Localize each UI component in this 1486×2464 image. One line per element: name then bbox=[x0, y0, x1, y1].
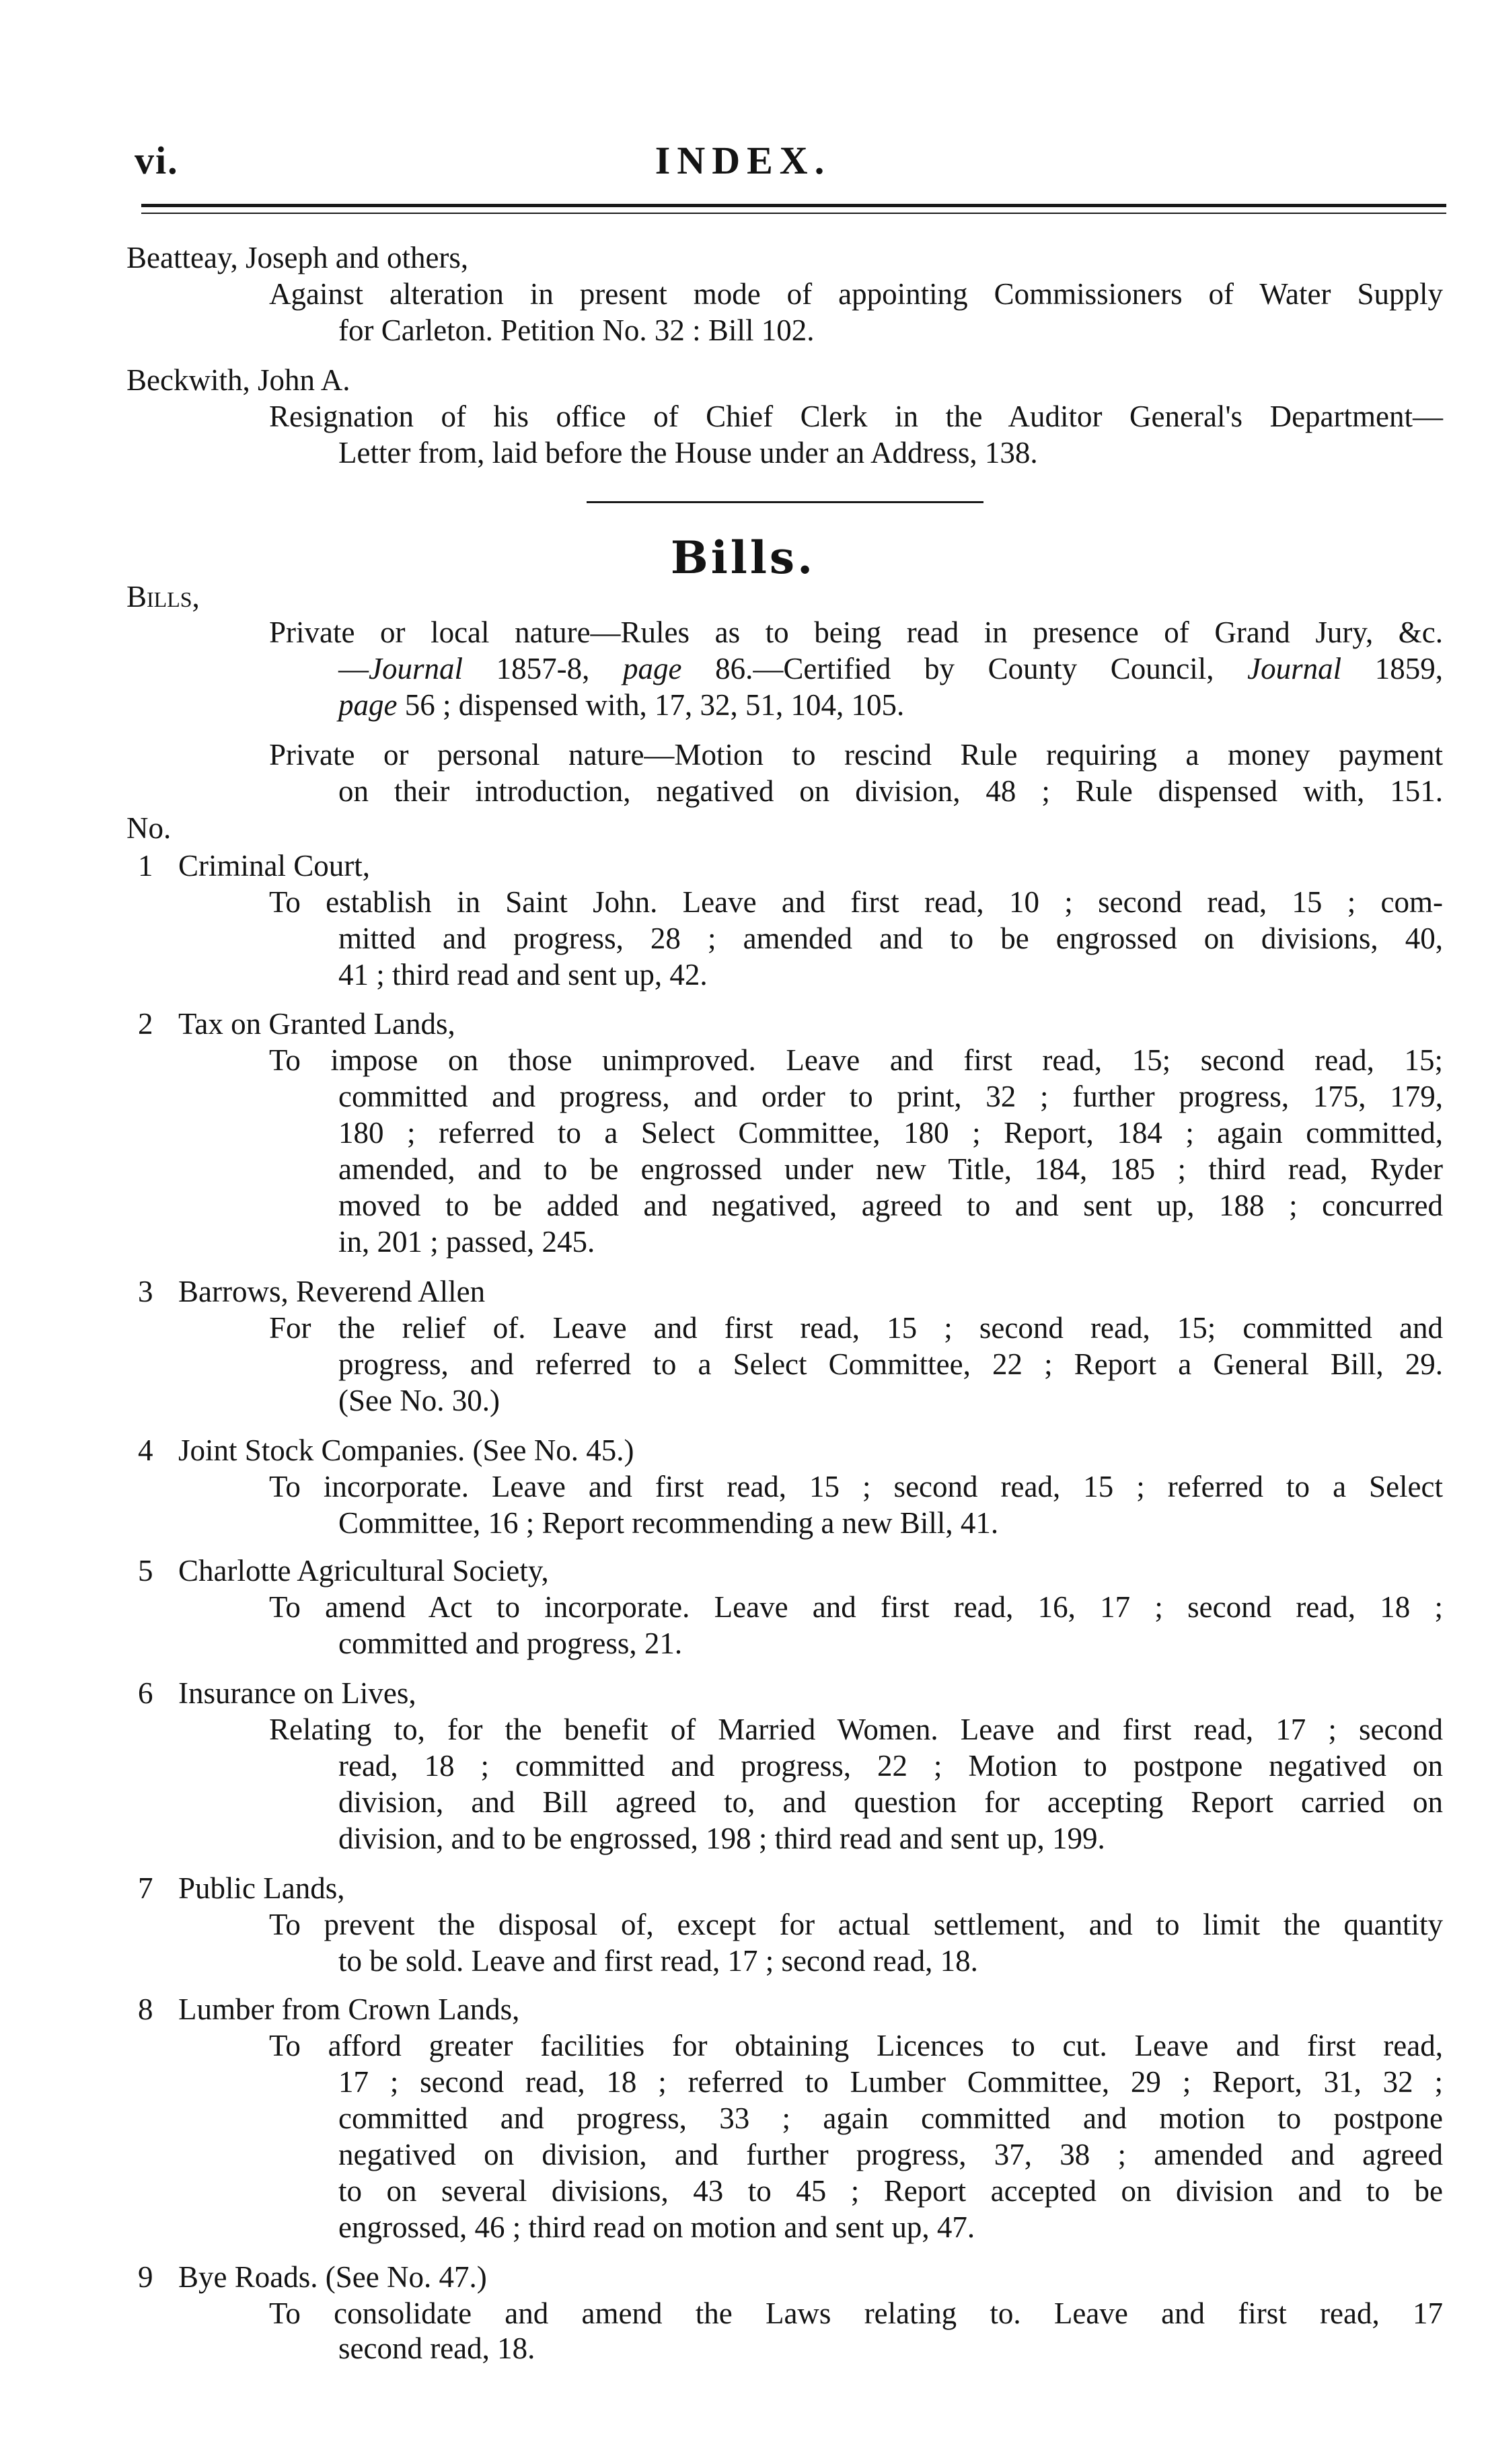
bill-line: 41 ; third read and sent up, 42. bbox=[338, 958, 708, 992]
bill-number: 6 bbox=[138, 1676, 153, 1710]
bill-line: To impose on those unimproved. Leave and first read, 15; second read, 15; bbox=[269, 1043, 1443, 1077]
bill-number: 3 bbox=[138, 1275, 153, 1308]
entry-line: Letter from, laid before the House under an Address, 138. bbox=[338, 436, 1038, 470]
running-title: INDEX. bbox=[655, 139, 831, 182]
rule-line: Private or local nature—Rules as to being read in presence of Grand Jury, &c. bbox=[269, 615, 1443, 649]
bill-line: division, and to be engrossed, 198 ; third read and sent up, 199. bbox=[338, 1822, 1105, 1855]
bill-line: 180 ; referred to a Select Committee, 180 ; Report, 184 ; again committed, bbox=[338, 1116, 1443, 1150]
header-rule-thick bbox=[141, 204, 1446, 207]
number-column-label: No. bbox=[126, 811, 172, 845]
bill-number: 4 bbox=[138, 1433, 153, 1467]
rule-line: —Journal 1857-8, page 86.—Certified by County Council, Journal 1859, bbox=[338, 652, 1444, 685]
bill-title: Barrows, Reverend Allen bbox=[178, 1275, 486, 1308]
bill-line: To amend Act to incorporate. Leave and first read, 16, 17 ; second read, 18 ; bbox=[269, 1590, 1443, 1624]
bill-title: Criminal Court, bbox=[178, 849, 370, 883]
bill-line: To establish in Saint John. Leave and first read, 10 ; second read, 15 ; com- bbox=[269, 885, 1443, 919]
bills-label: Bills, bbox=[126, 580, 200, 613]
page-number: vi. bbox=[135, 139, 179, 182]
bill-number: 7 bbox=[138, 1871, 153, 1905]
bill-number: 8 bbox=[138, 1992, 153, 2026]
bill-line: to on several divisions, 43 to 45 ; Report accepted on division and to be bbox=[338, 2174, 1443, 2208]
bill-title: Tax on Granted Lands, bbox=[178, 1007, 455, 1041]
bill-line: Committee, 16 ; Report recommending a new Bill, 41. bbox=[338, 1506, 999, 1540]
bill-line: mitted and progress, 28 ; amended and to be engrossed on divisions, 40, bbox=[338, 922, 1443, 955]
bill-line: moved to be added and negatived, agreed to and sent up, 188 ; concurred bbox=[338, 1189, 1443, 1222]
bill-line: in, 201 ; passed, 245. bbox=[338, 1225, 595, 1259]
bill-line: second read, 18. bbox=[338, 2331, 535, 2365]
rule-line: on their introduction, negatived on division, 48 ; Rule dispensed with, 151. bbox=[338, 774, 1443, 808]
bill-title: Joint Stock Companies. (See No. 45.) bbox=[178, 1433, 634, 1467]
bill-title: Public Lands, bbox=[178, 1871, 345, 1905]
bill-line: progress, and referred to a Select Committee, 22 ; Report a General Bill, 29. bbox=[338, 1347, 1443, 1381]
entry-line: for Carleton. Petition No. 32 : Bill 102. bbox=[338, 313, 815, 347]
section-heading: Bills. bbox=[670, 531, 816, 584]
bill-line: committed and progress, and order to print, 32 ; further progress, 175, 179, bbox=[338, 1080, 1443, 1113]
rule-line: page 56 ; dispensed with, 17, 32, 51, 104, 105. bbox=[338, 688, 905, 722]
bill-number: 5 bbox=[138, 1554, 153, 1588]
bill-line: To consolidate and amend the Laws relating to. Leave and first read, 17 bbox=[269, 2297, 1443, 2330]
bill-line: For the relief of. Leave and first read, 15 ; second read, 15; committed and bbox=[269, 1311, 1443, 1345]
bill-line: (See No. 30.) bbox=[338, 1384, 500, 1417]
entry-line: Resignation of his office of Chief Clerk in the Auditor General's Department— bbox=[269, 400, 1443, 433]
bill-line: Relating to, for the benefit of Married Women. Leave and first read, 17 ; second bbox=[269, 1713, 1443, 1746]
entry-name: Beatteay, Joseph and others, bbox=[126, 241, 469, 274]
bill-line: division, and Bill agreed to, and question for accepting Report carried on bbox=[338, 1785, 1443, 1819]
bill-title: Bye Roads. (See No. 47.) bbox=[178, 2260, 487, 2294]
bill-title: Charlotte Agricultural Society, bbox=[178, 1554, 549, 1588]
entry-line: Against alteration in present mode of appointing Commissioners of Water Supply bbox=[269, 277, 1443, 311]
bill-number: 1 bbox=[138, 849, 153, 883]
bill-number: 2 bbox=[138, 1007, 153, 1041]
bill-line: to be sold. Leave and first read, 17 ; second read, 18. bbox=[338, 1944, 978, 1978]
bill-line: To prevent the disposal of, except for actual settlement, and to limit the quantity bbox=[269, 1908, 1443, 1941]
bill-line: 17 ; second read, 18 ; referred to Lumber Committee, 29 ; Report, 31, 32 ; bbox=[338, 2065, 1443, 2099]
bill-line: read, 18 ; committed and progress, 22 ; Motion to postpone negatived on bbox=[338, 1749, 1443, 1783]
bill-title: Lumber from Crown Lands, bbox=[178, 1992, 520, 2026]
bill-line: committed and progress, 21. bbox=[338, 1627, 683, 1660]
header-rule-thin bbox=[141, 213, 1446, 214]
bill-line: To afford greater facilities for obtaining Licences to cut. Leave and first read, bbox=[269, 2029, 1443, 2062]
bill-title: Insurance on Lives, bbox=[178, 1676, 416, 1710]
bill-line: amended, and to be engrossed under new Title, 184, 185 ; third read, Ryder bbox=[338, 1152, 1443, 1186]
bill-number: 9 bbox=[138, 2260, 153, 2294]
bill-line: engrossed, 46 ; third read on motion and sent up, 47. bbox=[338, 2210, 975, 2244]
rule-line: Private or personal nature—Motion to rescind Rule requiring a money payment bbox=[269, 738, 1443, 772]
bill-line: negatived on division, and further progress, 37, 38 ; amended and agreed bbox=[338, 2138, 1443, 2171]
bill-line: committed and progress, 33 ; again committed and motion to postpone bbox=[338, 2101, 1443, 2135]
section-divider bbox=[587, 501, 983, 503]
bill-line: To incorporate. Leave and first read, 15 ; second read, 15 ; referred to a Select bbox=[269, 1470, 1443, 1503]
entry-name: Beckwith, John A. bbox=[126, 363, 350, 397]
